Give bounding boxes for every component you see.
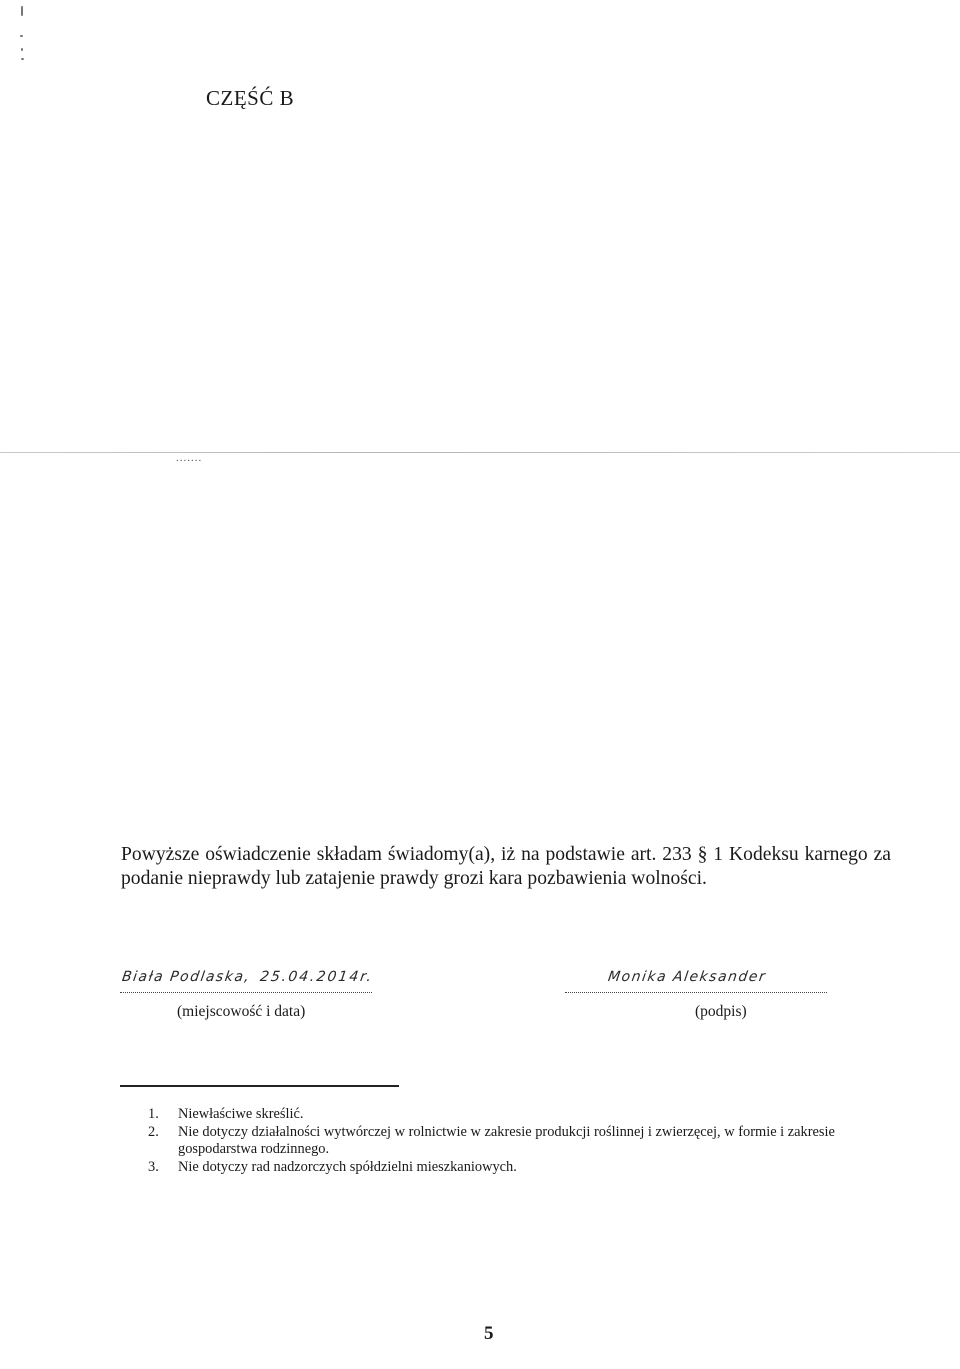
footnote-number: 2. bbox=[148, 1124, 159, 1140]
footnote-item bbox=[150, 1124, 870, 1158]
page-number: 5 bbox=[484, 1323, 494, 1344]
place-date-caption: (miejscowość i data) bbox=[177, 1003, 306, 1020]
handwritten-signature: Monika Aleksander bbox=[606, 969, 768, 985]
handwritten-place: Biała Podlaska, bbox=[120, 969, 252, 985]
footnote-text: Nie dotyczy działalności wytwórczej w rolnictwie w zakresie produkcji roślinnej i zwierzęcej, w formie i zakresie gospodarstwa rodzinnego. bbox=[178, 1124, 835, 1157]
footnote-text: Nie dotyczy rad nadzorczych spółdzielni mieszkaniowych. bbox=[178, 1159, 517, 1175]
footnote-list bbox=[150, 1106, 870, 1177]
scan-artifact bbox=[21, 58, 24, 60]
handwritten-date: 25.04.2014r. bbox=[258, 969, 375, 985]
footnote-number: 3. bbox=[148, 1159, 159, 1175]
section-title: CZĘŚĆ B bbox=[206, 86, 295, 110]
footnote-text: Niewłaściwe skreślić. bbox=[178, 1106, 304, 1122]
declaration-statement: Powyższe oświadczenie składam świadomy(a), iż na podstawie art. 233 § 1 Kodeksu karnego za podanie nieprawdy lub zatajenie prawdy grozi kara pozbawienia wolności. bbox=[121, 844, 891, 889]
footnote-item bbox=[150, 1106, 870, 1123]
footnote-number: 1. bbox=[148, 1106, 159, 1122]
footnote-item bbox=[150, 1159, 870, 1176]
footnote-divider bbox=[120, 1085, 399, 1087]
signature-caption: (podpis) bbox=[695, 1003, 747, 1020]
scan-artifact bbox=[21, 6, 23, 16]
scan-artifact bbox=[21, 48, 23, 51]
fold-line bbox=[0, 452, 960, 453]
fold-dots: ....... bbox=[176, 452, 203, 464]
scan-artifact bbox=[20, 35, 23, 37]
